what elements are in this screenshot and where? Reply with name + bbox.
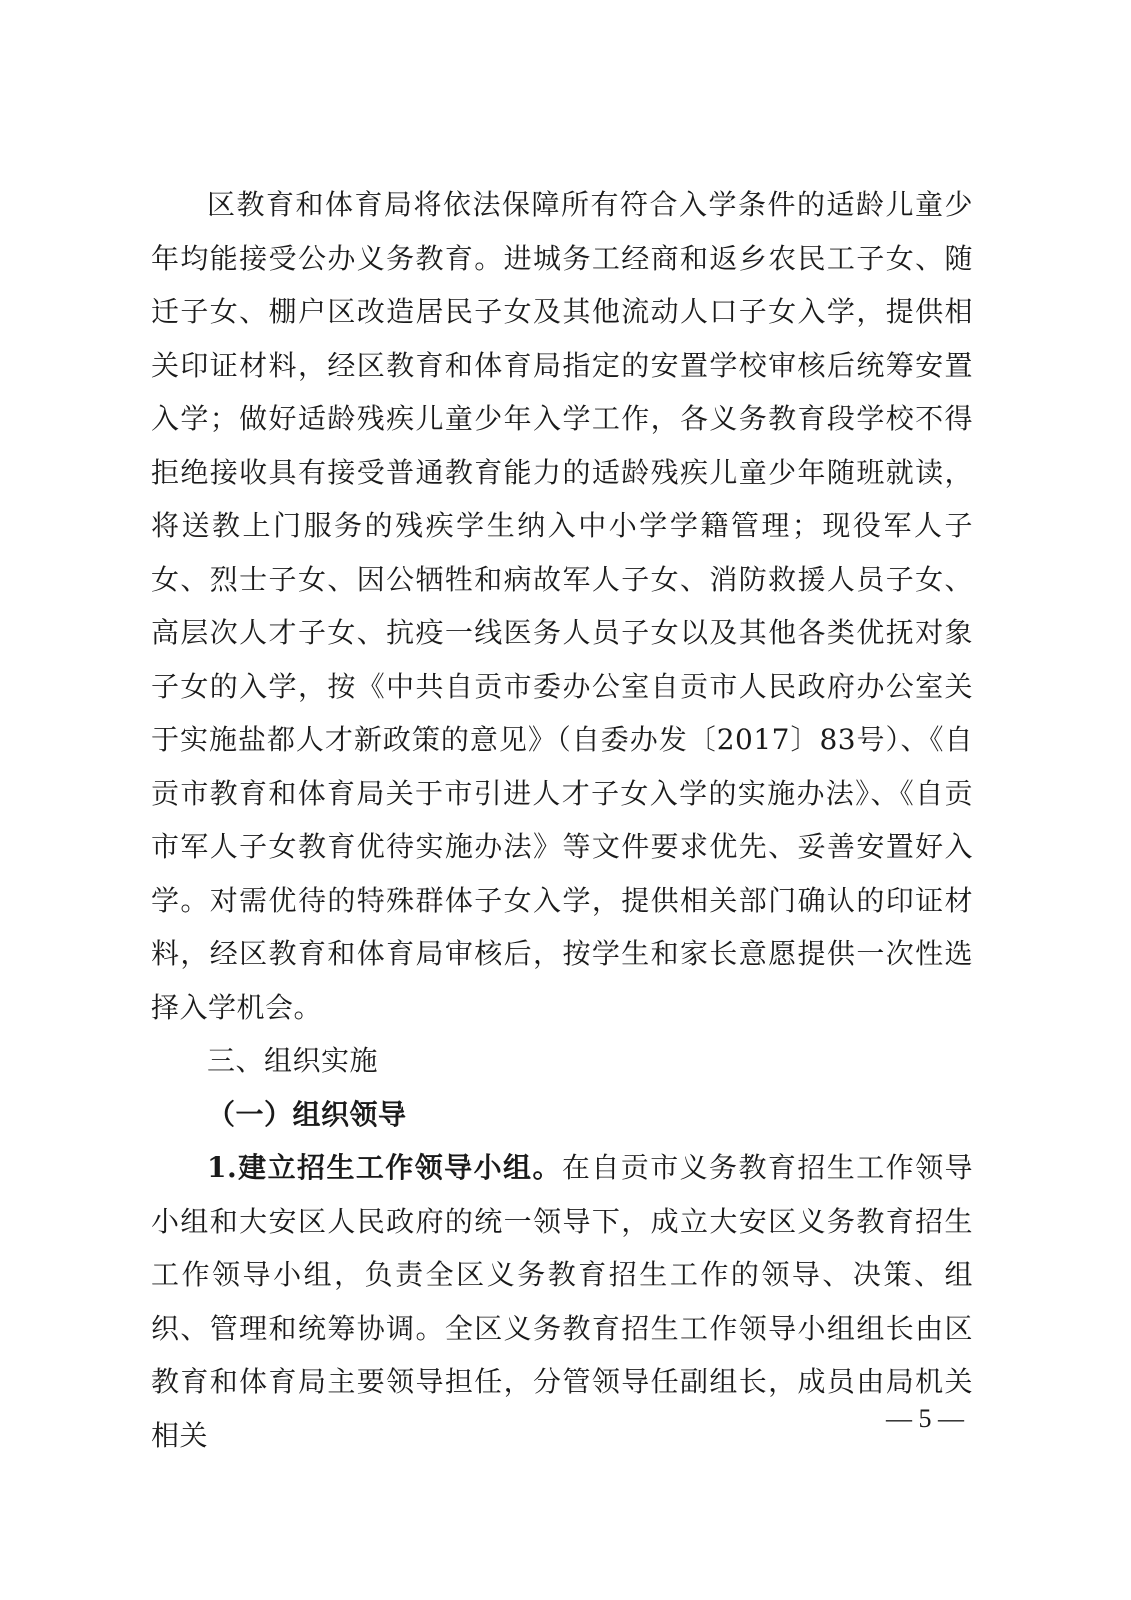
document-body [151,178,973,1462]
page-number: — 5 — [886,1404,964,1433]
paragraph-leading-group-body: 在自贡市义务教育招生工作领导小组和大安区人民政府的统一领导下，成立大安区义务教育招生工作领导小组，负责全区义务教育招生工作的领导、决策、组织、管理和统筹协调。全区义务教育招生工作领导小组组长由区教育和体育局主要领导担任，分管领导任副组长，成员由局机关相关 [151,1151,973,1452]
section-heading-organization: 三、组织实施 [207,1044,379,1077]
paragraph-lead-title: 1.建立招生工作领导小组。 [207,1151,562,1184]
paragraph-leading-group [151,1141,973,1462]
paragraph-admission-guarantee: 区教育和体育局将依法保障所有符合入学条件的适龄儿童少年均能接受公办义务教育。进城务工经商和返乡农民工子女、随迁子女、棚户区改造居民子女及其他流动人口子女入学，提供相关印证材料，经区教育和体育局指定的安置学校审核后统筹安置入学；做好适龄残疾儿童少年入学工作，各义务教育段学校不得拒绝接收具有接受普通教育能力的适龄残疾儿童少年随班就读，将送教上门服务的残疾学生纳入中小学学籍管理；现役军人子女、烈士子女、因公牺牲和病故军人子女、消防救援人员子女、高层次人才子女、抗疫一线医务人员子女以及其他各类优抚对象子女的入学，按《中共自贡市委办公室自贡市人民政府办公室关于实施盐都人才新政策的意见》（自委办发〔2017〕83号）、《自贡市教育和体育局关于市引进人才子女入学的实施办法》、《自贡市军人子女教育优待实施办法》等文件要求优先、妥善安置好入学。对需优待的特殊群体子女入学，提供相关部门确认的印证材料，经区教育和体育局审核后，按学生和家长意愿提供一次性选择入学机会。 [151,188,973,1024]
subsection-heading-leadership: （一）组织领导 [207,1097,407,1131]
